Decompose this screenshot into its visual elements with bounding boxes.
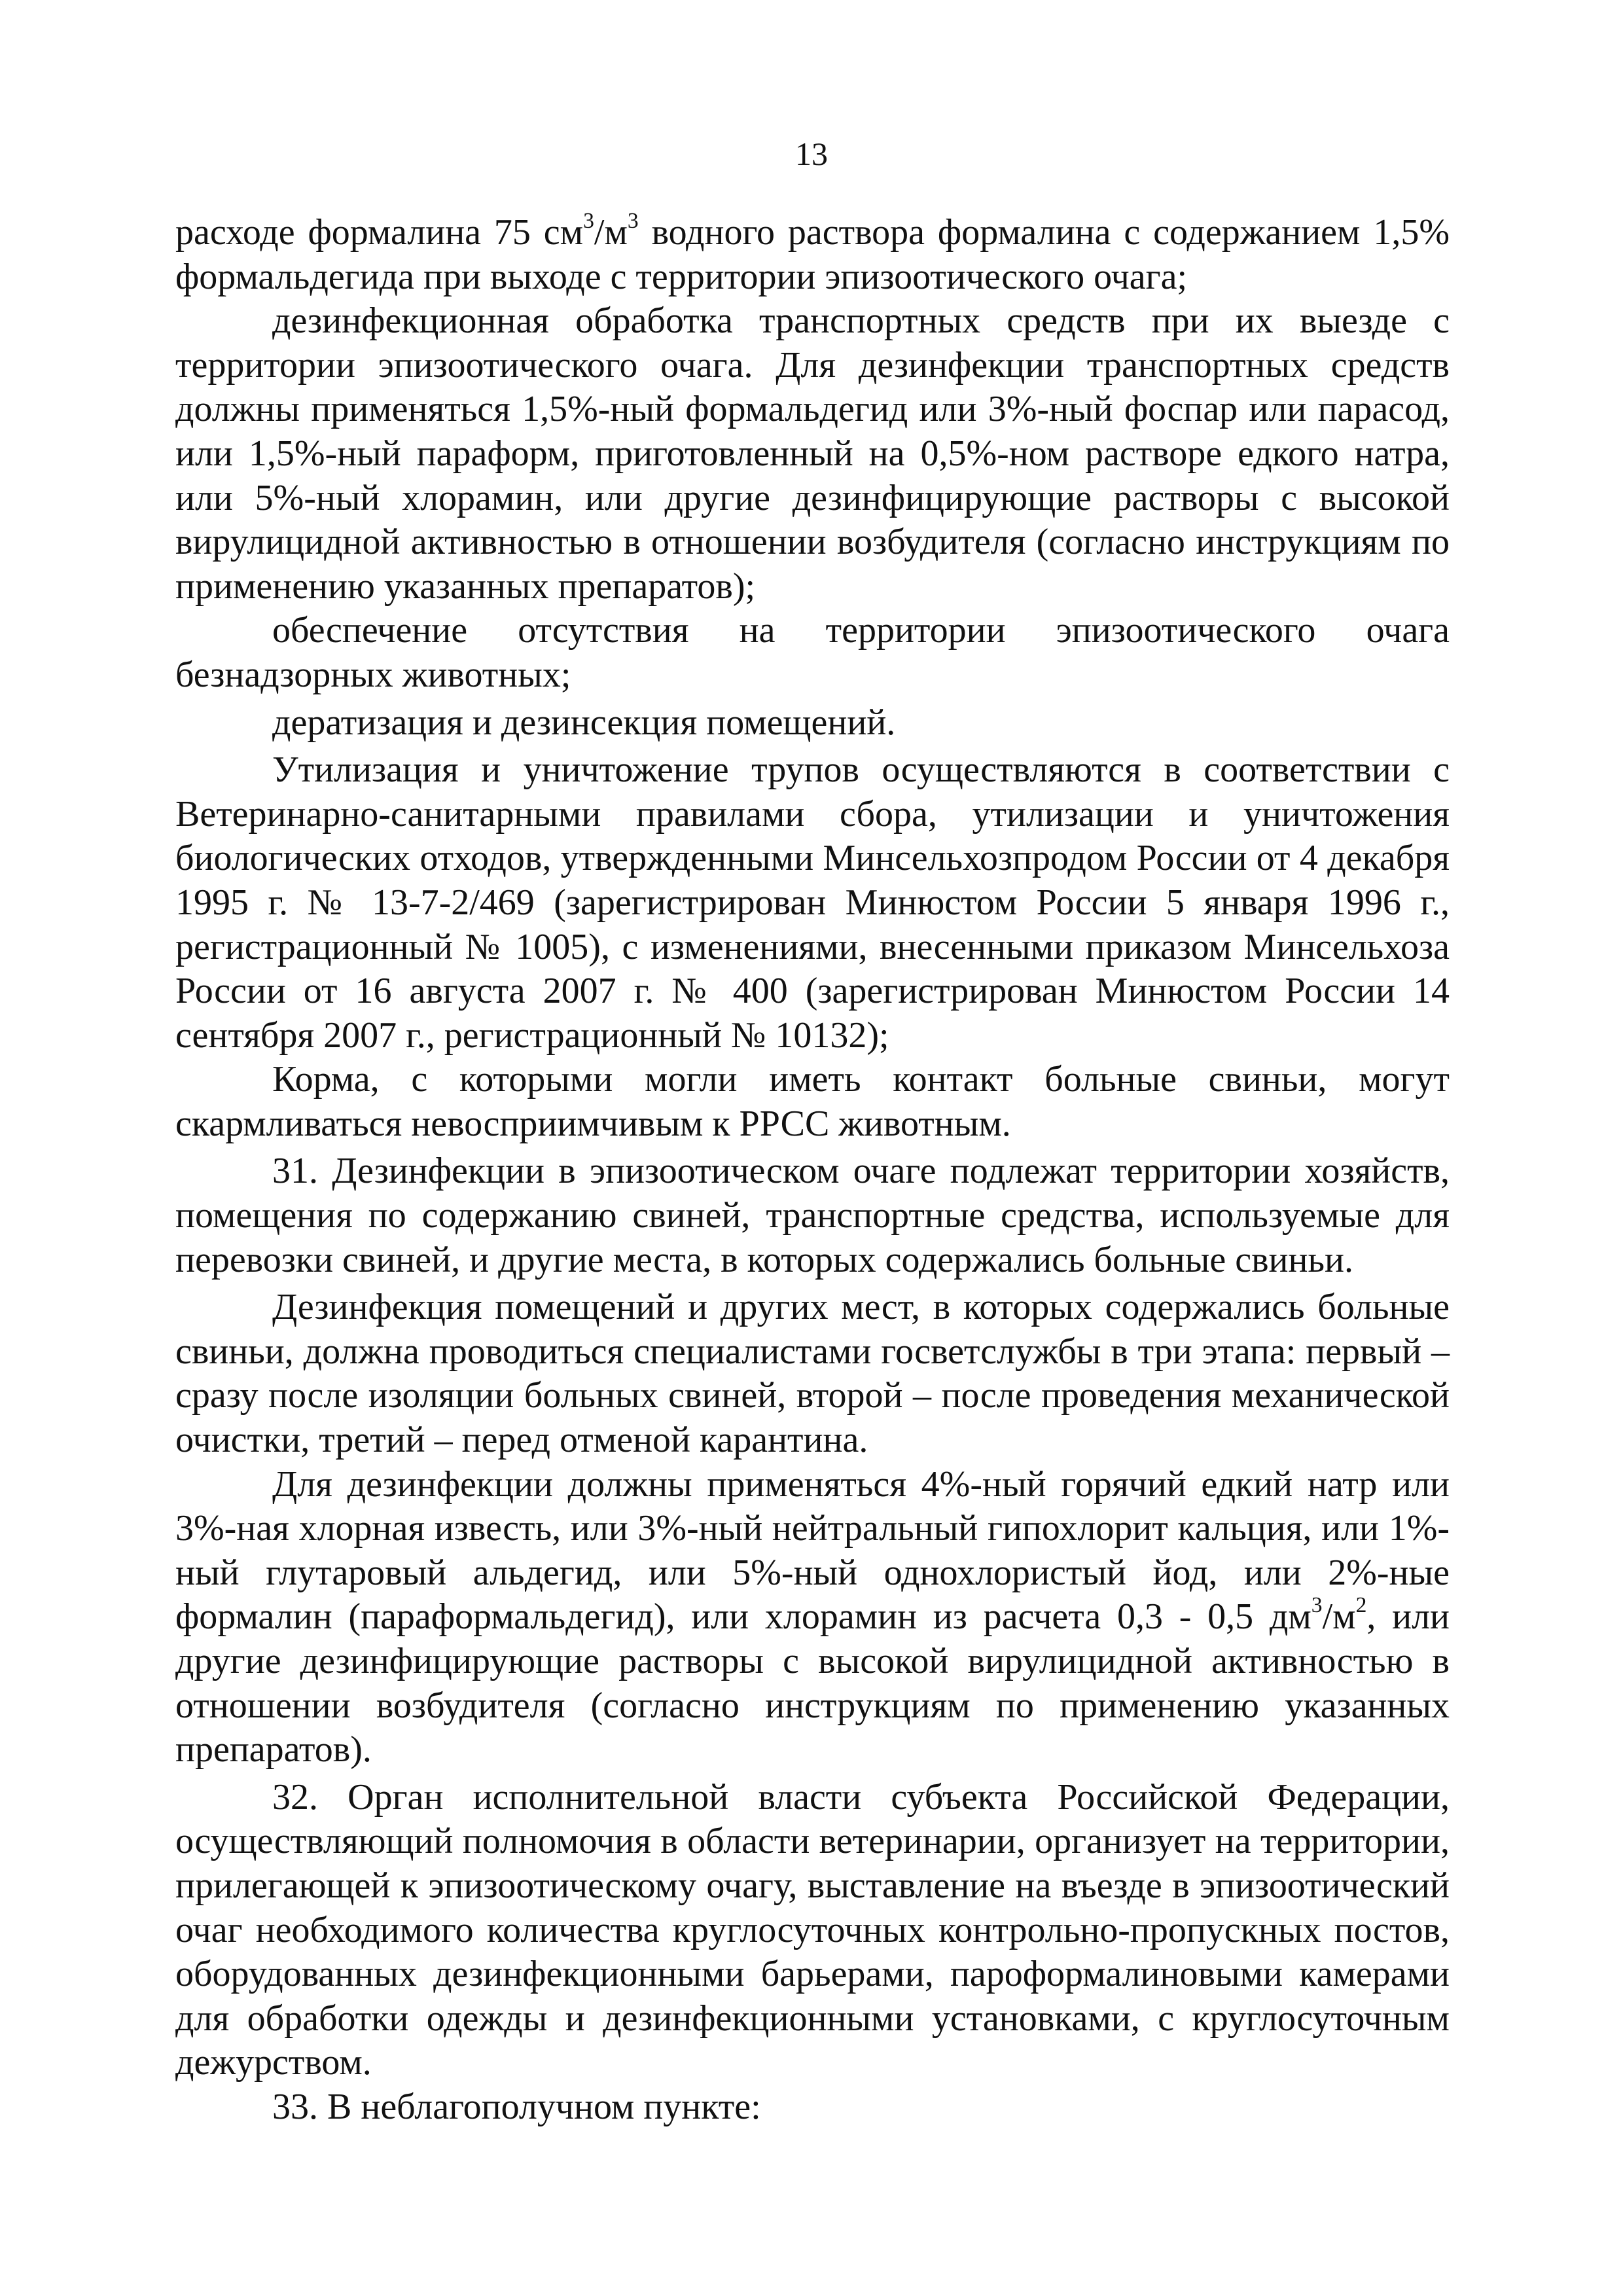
paragraph-deratization: дератизация и дезинсекция помещений. [272,702,896,743]
text-span: расходе формалина 75 см [175,212,584,253]
paragraph-carcass-disposal: Утилизация и уничтожение трупов осуществляются в соответствии с Ветеринарно-санитарными правилами сбора, утилизации и уничтожения биологических отходов, утвержденными Минсельхозпродом России от 4 декабря 1995 г. № 13-7-2/469 (зарегистрирован Минюстом России 5 января 1996 г., регистрационный № 1005), с изменениями, внесенными приказом Минсельхоза России от 16 августа 2007 г. № 400 (зарегистрирован Минюстом России 14 сентября 2007 г., регистрационный № 10132); [175,749,1450,1056]
paragraph-feed: Корма, с которыми могли иметь контакт больные свиньи, могут скармливаться невосприимчивым к РРСС животным. [175,1059,1450,1144]
document-body [175,208,1450,2130]
superscript: 2 [1355,1593,1367,1618]
text-span: водного раствора формалина с содержанием 1,5% формальдегида при выходе с территории эпизоотического очага; [175,212,1450,297]
text-span: /м [594,212,628,253]
superscript: 3 [627,208,639,233]
paragraph-item-31: 31. Дезинфекции в эпизоотическом очаге подлежат территории хозяйств, помещения по содержанию свиней, транспортные средства, используемые для перевозки свиней, и другие места, в которых содержались больные свиньи. [175,1151,1450,1280]
paragraph-item-33: 33. В неблагополучном пункте: [272,2086,761,2127]
text-span: , или другие дезинфицирующие растворы с высокой вирулицидной активностью в отношении возбудителя (согласно инструкциям по применению указанных препаратов). [175,1596,1450,1770]
text-span: /м [1322,1596,1356,1638]
text-span: Для дезинфекции должны применяться 4%-ный горячий едкий натр или 3%-ная хлорная известь, или 3%-ный нейтральный гипохлорит кальция, или 1%-ный глутаровый альдегид, или 5%-ный однохлористый йод, или 2%-ные формалин (параформальдегид), или хлорамин из расчета 0,3 - 0,5 дм [175,1463,1450,1638]
superscript: 3 [583,208,594,233]
superscript: 3 [1311,1593,1323,1618]
paragraph-formalin-consumption [175,208,1450,299]
page-number: 13 [795,135,828,172]
paragraph-disinfection-stages: Дезинфекция помещений и других мест, в которых содержались больные свиньи, должна проводиться специалистами госветслужбы в три этапа: первый – сразу после изоляции больных свиней, второй – после проведения механической очистки, третий – перед отменой карантина. [175,1287,1450,1461]
paragraph-disinfectants [175,1463,1450,1772]
paragraph-stray-animals: обеспечение отсутствия на территории эпизоотического очага безнадзорных животных; [175,610,1450,695]
paragraph-vehicle-disinfection: дезинфекционная обработка транспортных средств при их выезде с территории эпизоотического очага. Для дезинфекции транспортных средств должны применяться 1,5%-ный формальдегид или 3%-ный фоспар или парасод, или 1,5%-ный параформ, приготовленный на 0,5%-ном растворе едкого натра, или 5%-ный хлорамин, или другие дезинфицирующие растворы с высокой вирулицидной активностью в отношении возбудителя (согласно инструкциям по применению указанных препаратов); [175,300,1450,607]
paragraph-item-32: 32. Орган исполнительной власти субъекта Российской Федерации, осуществляющий полномочия в области ветеринарии, организует на территории, прилегающей к эпизоотическому очагу, выставление на въезде в эпизоотический очаг необходимого количества круглосуточных контрольно-пропускных постов, оборудованных дезинфекционными барьерами, пароформалиновыми камерами для обработки одежды и дезинфекционными установками, с круглосуточным дежурством. [175,1776,1450,2083]
